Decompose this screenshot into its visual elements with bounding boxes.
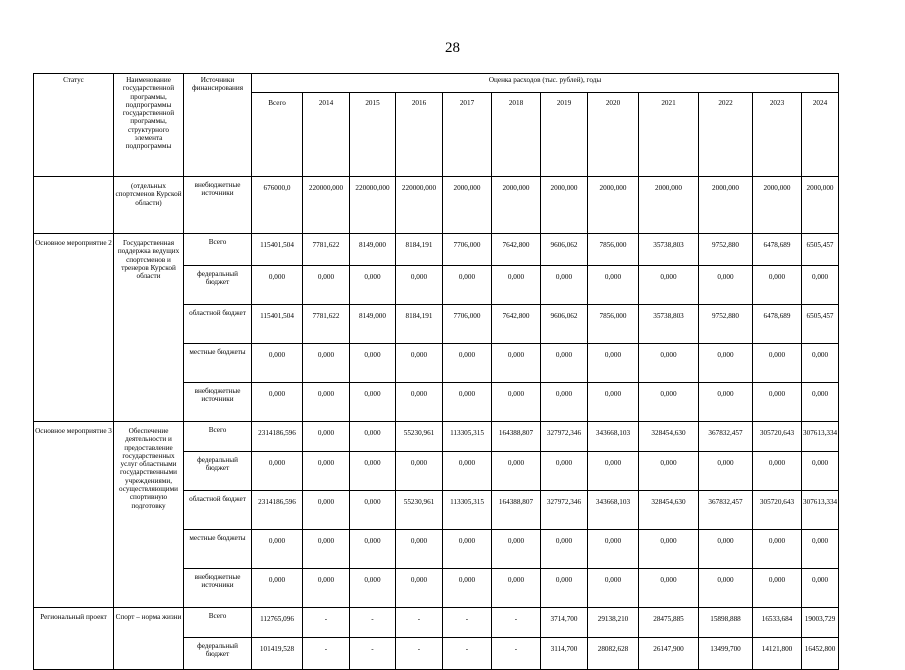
funding-source-cell: внебюджетные источники bbox=[184, 383, 252, 422]
year-value-cell: - bbox=[396, 638, 443, 670]
total-value-cell: 0,000 bbox=[252, 266, 303, 305]
year-value-cell: - bbox=[350, 608, 396, 638]
year-value-cell: 0,000 bbox=[396, 383, 443, 422]
year-value-cell: 16533,684 bbox=[753, 608, 802, 638]
header-col-year: 2023 bbox=[753, 93, 802, 177]
year-value-cell: 0,000 bbox=[699, 569, 753, 608]
program-name-cell: Обеспечение деятельности и предоставление государственных услуг областными государственными учреждениями, осуществляющими спортивную подготовку bbox=[114, 422, 184, 608]
header-col-year: 2024 bbox=[802, 93, 839, 177]
table-body bbox=[34, 74, 839, 670]
year-value-cell: 0,000 bbox=[802, 452, 839, 491]
year-value-cell: 0,000 bbox=[588, 569, 639, 608]
year-value-cell: 19003,729 bbox=[802, 608, 839, 638]
year-value-cell: 28475,885 bbox=[639, 608, 699, 638]
year-value-cell: 0,000 bbox=[396, 530, 443, 569]
year-value-cell: 113305,315 bbox=[443, 491, 492, 530]
year-value-cell: 0,000 bbox=[350, 569, 396, 608]
header-col-year: 2017 bbox=[443, 93, 492, 177]
year-value-cell: 113305,315 bbox=[443, 422, 492, 452]
year-value-cell: 328454,630 bbox=[639, 491, 699, 530]
year-value-cell: 7781,622 bbox=[303, 305, 350, 344]
year-value-cell: 327972,346 bbox=[541, 422, 588, 452]
year-value-cell: 8184,191 bbox=[396, 305, 443, 344]
year-value-cell: 6478,689 bbox=[753, 305, 802, 344]
year-value-cell: 0,000 bbox=[699, 530, 753, 569]
total-value-cell: 676000,0 bbox=[252, 177, 303, 234]
year-value-cell: 0,000 bbox=[443, 344, 492, 383]
year-value-cell: 0,000 bbox=[492, 452, 541, 491]
year-value-cell: 0,000 bbox=[639, 452, 699, 491]
year-value-cell: 0,000 bbox=[443, 266, 492, 305]
year-value-cell: 0,000 bbox=[492, 530, 541, 569]
year-value-cell: 0,000 bbox=[492, 383, 541, 422]
total-value-cell: 112765,096 bbox=[252, 608, 303, 638]
year-value-cell: - bbox=[396, 608, 443, 638]
page-number: 28 bbox=[445, 40, 460, 56]
year-value-cell: 0,000 bbox=[350, 266, 396, 305]
year-value-cell: - bbox=[443, 638, 492, 670]
header-status: Статус bbox=[34, 74, 114, 177]
year-value-cell: 0,000 bbox=[639, 266, 699, 305]
year-value-cell: 15898,888 bbox=[699, 608, 753, 638]
year-value-cell: 2000,000 bbox=[541, 177, 588, 234]
total-value-cell: 0,000 bbox=[252, 383, 303, 422]
year-value-cell: 0,000 bbox=[303, 491, 350, 530]
year-value-cell: 0,000 bbox=[588, 530, 639, 569]
year-value-cell: 0,000 bbox=[639, 569, 699, 608]
year-value-cell: - bbox=[492, 608, 541, 638]
year-value-cell: 35738,803 bbox=[639, 234, 699, 266]
year-value-cell: 0,000 bbox=[350, 383, 396, 422]
year-value-cell: 9752,880 bbox=[699, 234, 753, 266]
year-value-cell: 0,000 bbox=[753, 383, 802, 422]
funding-source-cell: местные бюджеты bbox=[184, 530, 252, 569]
year-value-cell: 0,000 bbox=[350, 530, 396, 569]
year-value-cell: - bbox=[303, 608, 350, 638]
year-value-cell: 0,000 bbox=[802, 569, 839, 608]
year-value-cell: 0,000 bbox=[303, 569, 350, 608]
year-value-cell: 3714,700 bbox=[541, 608, 588, 638]
year-value-cell: 14121,800 bbox=[753, 638, 802, 670]
year-value-cell: 0,000 bbox=[802, 344, 839, 383]
header-col-year: 2020 bbox=[588, 93, 639, 177]
total-value-cell: 115401,504 bbox=[252, 234, 303, 266]
header-col-year: 2018 bbox=[492, 93, 541, 177]
year-value-cell: 0,000 bbox=[303, 266, 350, 305]
year-value-cell: 0,000 bbox=[699, 452, 753, 491]
year-value-cell: 26147,900 bbox=[639, 638, 699, 670]
year-value-cell: 0,000 bbox=[396, 452, 443, 491]
year-value-cell: 0,000 bbox=[639, 530, 699, 569]
year-value-cell: 0,000 bbox=[303, 452, 350, 491]
year-value-cell: 0,000 bbox=[588, 266, 639, 305]
funding-source-cell: областной бюджет bbox=[184, 305, 252, 344]
year-value-cell: 0,000 bbox=[699, 383, 753, 422]
program-name-cell: Государственная поддержка ведущих спортсменов и тренеров Курской области bbox=[114, 234, 184, 422]
year-value-cell: 0,000 bbox=[443, 569, 492, 608]
year-value-cell: 220000,000 bbox=[350, 177, 396, 234]
year-value-cell: 2000,000 bbox=[443, 177, 492, 234]
year-value-cell: 6505,457 bbox=[802, 305, 839, 344]
funding-source-cell: федеральный бюджет bbox=[184, 638, 252, 670]
year-value-cell: 9606,062 bbox=[541, 305, 588, 344]
year-value-cell: 0,000 bbox=[753, 344, 802, 383]
funding-source-cell: федеральный бюджет bbox=[184, 452, 252, 491]
total-value-cell: 2314186,596 bbox=[252, 422, 303, 452]
year-value-cell: 7642,800 bbox=[492, 234, 541, 266]
year-value-cell: 0,000 bbox=[639, 383, 699, 422]
year-value-cell: 28082,628 bbox=[588, 638, 639, 670]
year-value-cell: - bbox=[492, 638, 541, 670]
year-value-cell: 0,000 bbox=[303, 344, 350, 383]
year-value-cell: 9606,062 bbox=[541, 234, 588, 266]
header-col-year: 2014 bbox=[303, 93, 350, 177]
year-value-cell: 164388,807 bbox=[492, 422, 541, 452]
total-value-cell: 0,000 bbox=[252, 530, 303, 569]
year-value-cell: 305720,643 bbox=[753, 491, 802, 530]
year-value-cell: 0,000 bbox=[350, 344, 396, 383]
year-value-cell: 0,000 bbox=[443, 530, 492, 569]
program-name-cell: Спорт – норма жизни bbox=[114, 608, 184, 670]
year-value-cell: 0,000 bbox=[541, 344, 588, 383]
year-value-cell: - bbox=[303, 638, 350, 670]
year-value-cell: 327972,346 bbox=[541, 491, 588, 530]
year-value-cell: 2000,000 bbox=[639, 177, 699, 234]
header-sources: Источники финансирования bbox=[184, 74, 252, 177]
year-value-cell: 0,000 bbox=[396, 266, 443, 305]
table-row bbox=[34, 422, 839, 452]
funding-source-cell: внебюджетные источники bbox=[184, 177, 252, 234]
status-cell: Основное мероприятие 2 bbox=[34, 234, 114, 422]
year-value-cell: 307613,334 bbox=[802, 422, 839, 452]
year-value-cell: 0,000 bbox=[396, 344, 443, 383]
table-row bbox=[34, 234, 839, 266]
year-value-cell: 0,000 bbox=[303, 422, 350, 452]
year-value-cell: 0,000 bbox=[541, 530, 588, 569]
total-value-cell: 0,000 bbox=[252, 452, 303, 491]
year-value-cell: 305720,643 bbox=[753, 422, 802, 452]
year-value-cell: 6478,689 bbox=[753, 234, 802, 266]
status-cell bbox=[34, 177, 114, 234]
year-value-cell: 0,000 bbox=[350, 452, 396, 491]
year-value-cell: 3114,700 bbox=[541, 638, 588, 670]
year-value-cell: 0,000 bbox=[396, 569, 443, 608]
status-cell: Основное мероприятие 3 bbox=[34, 422, 114, 608]
funding-source-cell: областной бюджет bbox=[184, 491, 252, 530]
year-value-cell: 2000,000 bbox=[588, 177, 639, 234]
year-value-cell: 367832,457 bbox=[699, 422, 753, 452]
funding-source-cell: местные бюджеты bbox=[184, 344, 252, 383]
year-value-cell: 0,000 bbox=[541, 266, 588, 305]
year-value-cell: 343668,103 bbox=[588, 422, 639, 452]
funding-source-cell: Всего bbox=[184, 608, 252, 638]
year-value-cell: 0,000 bbox=[350, 422, 396, 452]
status-cell: Региональный проект bbox=[34, 608, 114, 670]
year-value-cell: 0,000 bbox=[802, 266, 839, 305]
year-value-cell: 164388,807 bbox=[492, 491, 541, 530]
budget-table bbox=[33, 73, 839, 670]
year-value-cell: 29138,210 bbox=[588, 608, 639, 638]
year-value-cell: 2000,000 bbox=[802, 177, 839, 234]
year-value-cell: 0,000 bbox=[492, 266, 541, 305]
year-value-cell: 35738,803 bbox=[639, 305, 699, 344]
year-value-cell: 0,000 bbox=[541, 569, 588, 608]
year-value-cell: 0,000 bbox=[443, 452, 492, 491]
year-value-cell: 55230,961 bbox=[396, 422, 443, 452]
year-value-cell: 8149,000 bbox=[350, 234, 396, 266]
year-value-cell: 0,000 bbox=[492, 344, 541, 383]
year-value-cell: 220000,000 bbox=[396, 177, 443, 234]
year-value-cell: 328454,630 bbox=[639, 422, 699, 452]
year-value-cell: 55230,961 bbox=[396, 491, 443, 530]
total-value-cell: 2314186,596 bbox=[252, 491, 303, 530]
header-name: Наименование государственной программы, подпрограммы государственной программы, структурного элемента подпрограммы bbox=[114, 74, 184, 177]
year-value-cell: - bbox=[443, 608, 492, 638]
year-value-cell: 0,000 bbox=[753, 266, 802, 305]
year-value-cell: 220000,000 bbox=[303, 177, 350, 234]
table-row bbox=[34, 608, 839, 638]
year-value-cell: - bbox=[350, 638, 396, 670]
year-value-cell: 7706,000 bbox=[443, 234, 492, 266]
funding-source-cell: федеральный бюджет bbox=[184, 266, 252, 305]
header-col-year: 2022 bbox=[699, 93, 753, 177]
year-value-cell: 2000,000 bbox=[699, 177, 753, 234]
year-value-cell: 0,000 bbox=[699, 344, 753, 383]
year-value-cell: 7642,800 bbox=[492, 305, 541, 344]
year-value-cell: 13499,700 bbox=[699, 638, 753, 670]
header-col-total: Всего bbox=[252, 93, 303, 177]
year-value-cell: 0,000 bbox=[753, 452, 802, 491]
year-value-cell: 0,000 bbox=[303, 383, 350, 422]
header-row-1 bbox=[34, 74, 839, 93]
year-value-cell: 0,000 bbox=[588, 452, 639, 491]
year-value-cell: 0,000 bbox=[753, 569, 802, 608]
table-row bbox=[34, 177, 839, 234]
program-name-cell: (отдельных спортсменов Курской области) bbox=[114, 177, 184, 234]
funding-source-cell: внебюджетные источники bbox=[184, 569, 252, 608]
year-value-cell: 2000,000 bbox=[753, 177, 802, 234]
year-value-cell: 367832,457 bbox=[699, 491, 753, 530]
total-value-cell: 101419,528 bbox=[252, 638, 303, 670]
year-value-cell: 8149,000 bbox=[350, 305, 396, 344]
year-value-cell: 0,000 bbox=[802, 383, 839, 422]
year-value-cell: 0,000 bbox=[699, 266, 753, 305]
year-value-cell: 8184,191 bbox=[396, 234, 443, 266]
year-value-cell: 7781,622 bbox=[303, 234, 350, 266]
header-estimate: Оценка расходов (тыс. рублей), годы bbox=[252, 74, 839, 93]
year-value-cell: 0,000 bbox=[588, 383, 639, 422]
funding-source-cell: Всего bbox=[184, 422, 252, 452]
year-value-cell: 0,000 bbox=[492, 569, 541, 608]
funding-source-cell: Всего bbox=[184, 234, 252, 266]
year-value-cell: 7856,000 bbox=[588, 234, 639, 266]
year-value-cell: 2000,000 bbox=[492, 177, 541, 234]
header-col-year: 2015 bbox=[350, 93, 396, 177]
year-value-cell: 7706,000 bbox=[443, 305, 492, 344]
total-value-cell: 0,000 bbox=[252, 344, 303, 383]
year-value-cell: 9752,880 bbox=[699, 305, 753, 344]
year-value-cell: 0,000 bbox=[639, 344, 699, 383]
year-value-cell: 16452,800 bbox=[802, 638, 839, 670]
header-col-year: 2016 bbox=[396, 93, 443, 177]
year-value-cell: 0,000 bbox=[541, 383, 588, 422]
year-value-cell: 0,000 bbox=[303, 530, 350, 569]
year-value-cell: 343668,103 bbox=[588, 491, 639, 530]
total-value-cell: 115401,504 bbox=[252, 305, 303, 344]
year-value-cell: 0,000 bbox=[753, 530, 802, 569]
header-col-year: 2021 bbox=[639, 93, 699, 177]
year-value-cell: 0,000 bbox=[541, 452, 588, 491]
year-value-cell: 0,000 bbox=[443, 383, 492, 422]
year-value-cell: 6505,457 bbox=[802, 234, 839, 266]
year-value-cell: 307613,334 bbox=[802, 491, 839, 530]
total-value-cell: 0,000 bbox=[252, 569, 303, 608]
year-value-cell: 7856,000 bbox=[588, 305, 639, 344]
year-value-cell: 0,000 bbox=[588, 344, 639, 383]
year-value-cell: 0,000 bbox=[350, 491, 396, 530]
year-value-cell: 0,000 bbox=[802, 530, 839, 569]
header-col-year: 2019 bbox=[541, 93, 588, 177]
